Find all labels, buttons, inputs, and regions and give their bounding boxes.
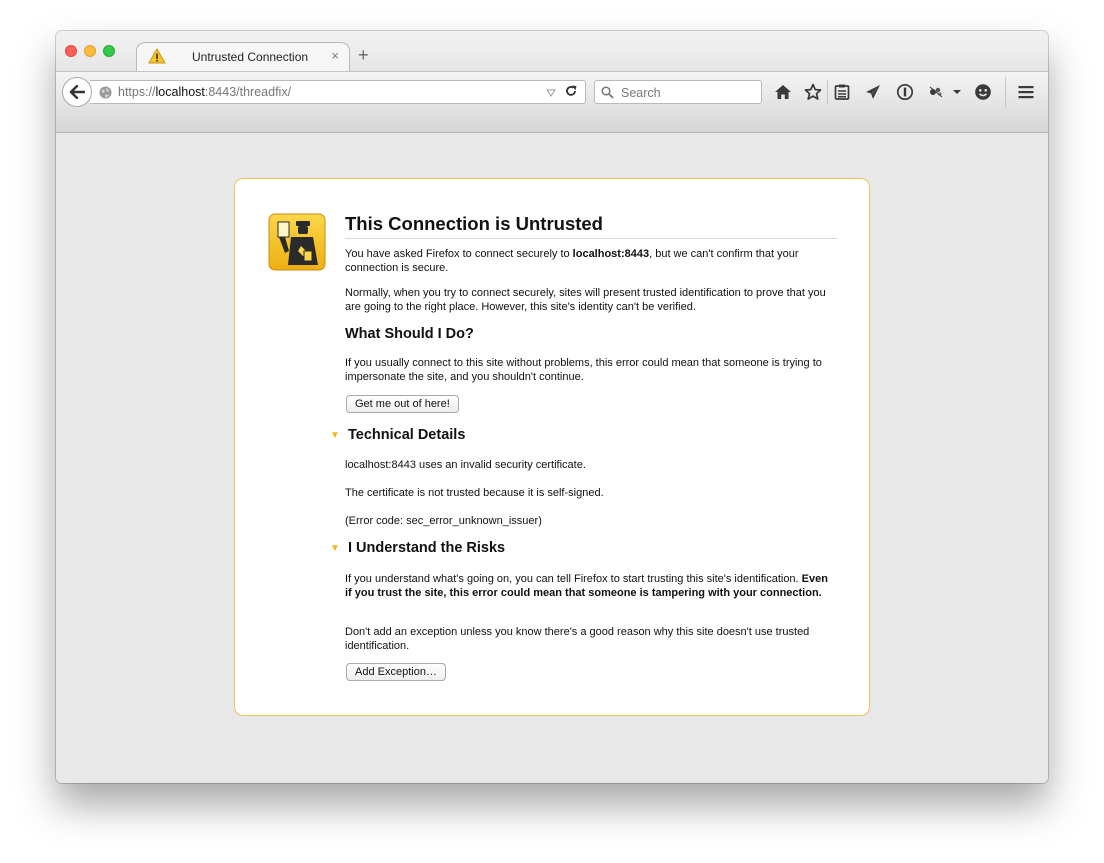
reading-list-icon[interactable] [833,83,851,101]
new-tab-button[interactable]: + [358,45,369,65]
reload-icon[interactable] [564,84,578,98]
technical-details-twisty-icon[interactable]: ▼ [330,430,340,441]
smiley-icon[interactable] [974,83,992,101]
password-manager-icon[interactable] [896,83,914,101]
warning-icon [148,48,166,64]
tab-strip [56,31,1048,71]
bookmark-star-icon[interactable] [804,83,822,101]
search-icon [601,86,614,99]
url-history-dropdown-icon[interactable] [546,88,556,98]
menu-icon[interactable] [1017,83,1035,101]
nav-toolbar [56,71,1048,133]
get-me-out-button[interactable]: Get me out of here! [346,395,459,413]
understand-risks-heading[interactable]: I Understand the Risks [348,540,506,556]
home-icon[interactable] [774,83,792,101]
normally-text: Normally, when you try to connect securely, sites will present trusted identification to prove that you are going to the right place. However, this site's identity can't be verified. [345,287,826,313]
what-should-i-do-heading: What Should I Do? [345,326,474,342]
what-should-i-do-text: If you usually connect to this site without problems, this error could mean that someone is trying to impersonate the site, and you shouldn't continue. [345,357,822,383]
tab-close-icon[interactable]: × [331,48,339,63]
dropdown-arrow-icon[interactable] [952,83,962,101]
add-exception-button[interactable]: Add Exception… [346,663,446,681]
minimize-window-button[interactable] [84,45,96,57]
browser-window [56,31,1048,783]
close-window-button[interactable] [65,45,77,57]
url-text[interactable]: https://localhost:8443/threadfix/ [118,85,292,99]
page-title: This Connection is Untrusted [345,213,837,239]
tab-untrusted-connection[interactable] [136,42,350,72]
back-button[interactable] [62,77,92,107]
risks-warning-text: Don't add an exception unless you know there's a good reason why this site doesn't use trusted identification. [345,626,810,652]
search-input[interactable] [619,83,759,103]
url-bar[interactable] [90,80,586,104]
send-icon[interactable] [864,83,882,101]
toolbar-separator [827,80,828,104]
certificate-officer-icon [268,213,326,271]
tech-detail-line: The certificate is not trusted because it is self-signed. [345,487,604,499]
tab-title: Untrusted Connection [192,50,309,64]
risks-text: If you understand what's going on, you can tell Firefox to start trusting this site's identification. Even if you trust the site, this error could mean that someone is tampering with your connection. [345,573,828,599]
extension-icon[interactable] [927,83,945,101]
intro-text: You have asked Firefox to connect securely to localhost:8443, but we can't confirm that your connection is secure. [345,248,799,274]
tech-detail-line: localhost:8443 uses an invalid security certificate. [345,459,586,471]
search-box[interactable] [594,80,762,104]
zoom-window-button[interactable] [103,45,115,57]
error-code-text: (Error code: sec_error_unknown_issuer) [345,515,542,527]
back-arrow-icon [69,85,85,99]
globe-icon [99,86,112,99]
error-container [234,178,870,716]
page-content [56,133,1048,783]
understand-risks-twisty-icon[interactable]: ▼ [330,543,340,554]
technical-details-heading[interactable]: Technical Details [348,427,466,443]
toolbar-separator [1005,77,1006,107]
